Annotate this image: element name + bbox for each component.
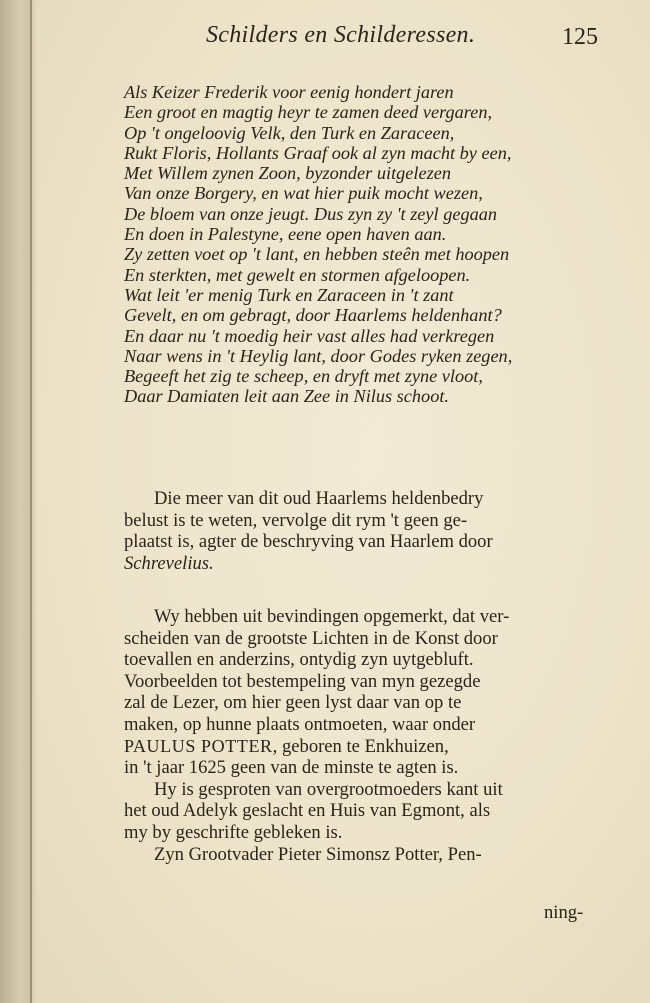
- poem-line: Zy zetten voet op 't lant, en hebben steên met hoopen: [124, 244, 510, 265]
- paragraph-heldenbedry: [124, 488, 594, 574]
- poem-line: En sterkten, met gewelt en stormen afgeloopen.: [124, 264, 471, 285]
- text-line: my by geschrifte gebleken is.: [124, 821, 343, 843]
- text-line: toevallen en anderzins, ontydig zyn uytgebluft.: [124, 649, 474, 671]
- text-line: zal de Lezer, om hier geen lyst daar van op te: [124, 692, 462, 714]
- text-line-italic: Schrevelius.: [124, 552, 214, 574]
- text-line: in 't jaar 1625 geen van de minste te agten is.: [124, 757, 459, 779]
- painter-name: PAULUS POTTER: [124, 735, 273, 756]
- text-line: [124, 736, 594, 758]
- poem-line: Rukt Floris, Hollants Graaf ook al zyn macht by een,: [124, 142, 512, 163]
- text-line: belust is te weten, vervolge dit rym 't geen ge-: [124, 509, 468, 531]
- poem-line: En doen in Palestyne, eene open haven aan.: [124, 224, 447, 245]
- catchword: ning-: [544, 902, 584, 923]
- poem-line: Naar wens in 't Heylig lant, door Godes ryken zegen,: [124, 345, 513, 366]
- poem-line: De bloem van onze jeugt. Dus zyn zy 't zeyl gegaan: [124, 203, 498, 224]
- text-line: Zyn Grootvader Pieter Simonsz Potter, Pen-: [154, 843, 482, 865]
- text-line: het oud Adelyk geslacht en Huis van Egmont, als: [124, 800, 491, 822]
- text-line: Hy is gesproten van overgrootmoeders kant uit: [154, 778, 503, 800]
- poem-line: Begeeft het zig te scheep, en dryft met zyne vloot,: [124, 366, 483, 387]
- poem-line: Gevelt, en om gebragt, door Haarlems heldenhant?: [124, 305, 502, 326]
- poem-line: En daar nu 't moedig heir vast alles had verkregen: [124, 325, 495, 346]
- text-line: Wy hebben uit bevindingen opgemerkt, dat ver-: [154, 606, 510, 627]
- paragraph-paulus-potter: [124, 606, 594, 865]
- text-line: Die meer van dit oud Haarlems heldenbedry: [154, 488, 484, 509]
- page-header: [206, 22, 626, 56]
- poem: [124, 82, 594, 407]
- text-line: Voorbeelden tot bestempeling van myn gezegde: [124, 670, 481, 692]
- text-fragment: , geboren te Enkhuizen,: [272, 735, 449, 757]
- book-page: [36, 0, 650, 1003]
- text-line: scheiden van de grootste Lichten in de Konst door: [124, 627, 498, 649]
- poem-line: Op 't ongeloovig Velk, den Turk en Zaraceen,: [124, 122, 455, 143]
- poem-line: Als Keizer Frederik voor eenig hondert jaren: [124, 82, 454, 102]
- poem-line: Van onze Borgery, en wat hier puik mocht wezen,: [124, 183, 483, 204]
- running-title: Schilders en Schilderessen.: [206, 22, 476, 48]
- poem-line: Daar Damiaten leit aan Zee in Nilus schoot.: [124, 386, 449, 407]
- poem-line: Wat leit 'er menig Turk en Zaraceen in 't zant: [124, 284, 454, 305]
- text-line: maken, op hunne plaats ontmoeten, waar onder: [124, 713, 476, 735]
- gutter-edge: [30, 0, 32, 1003]
- poem-line: Een groot en magtig heyr te zamen deed vergaren,: [124, 102, 493, 123]
- text-line: plaatst is, agter de beschryving van Haarlem door: [124, 531, 493, 553]
- page-number: 125: [562, 24, 598, 50]
- poem-line: Met Willem zynen Zoon, byzonder uitgelezen: [124, 163, 451, 184]
